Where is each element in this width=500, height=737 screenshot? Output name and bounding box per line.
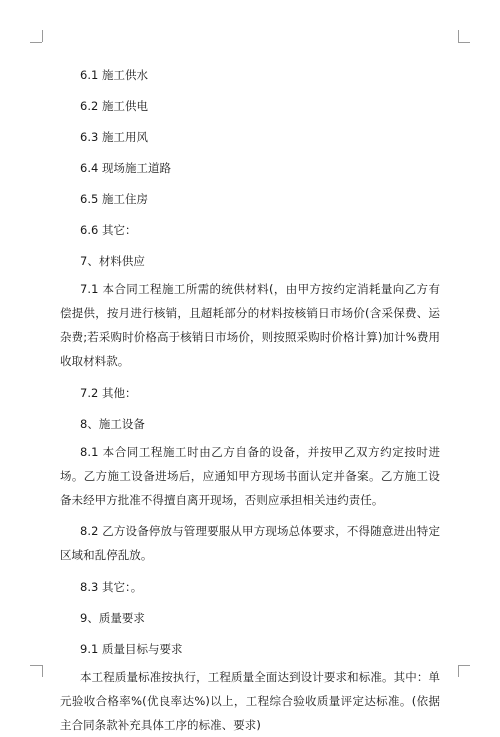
item-7-1: 7.1 本合同工程施工所需的统供材料(，由甲方按约定消耗量向乙方有偿提供，按月进行核销，且超耗部分的材料按核销日市场价(含采保费、运杂费;若采购时价格高于核销日市场价，则按照采购时价格计算)加计%费用收取材料款。 <box>60 282 440 368</box>
item-6-3: 6.3 施工用风 <box>80 130 148 144</box>
quality-standard-paragraph: 本工程质量标准按执行，工程质量全面达到设计要求和标准。其中：单元验收合格率%(优良率达%)以上，工程综合验收质量评定达标准。(依据主合同条款补充具体工序的标准、要求) <box>60 670 440 732</box>
section-8-heading: 8、施工设备 <box>80 417 145 431</box>
section-7-heading: 7、材料供应 <box>80 254 145 268</box>
item-6-5: 6.5 施工住房 <box>80 192 148 206</box>
item-6-2: 6.2 施工供电 <box>80 99 148 113</box>
item-8-1: 8.1 本合同工程施工时由乙方自备的设备，并按甲乙双方约定按时进场。乙方施工设备进场后，应通知甲方现场书面认定并备案。乙方施工设备未经甲方批准不得擅自离开现场，否则应承担相关违约责任。 <box>60 445 440 507</box>
item-8-3: 8.3 其它：。 <box>80 580 143 594</box>
document-body <box>60 64 440 737</box>
item-8-2: 8.2 乙方设备停放与管理要服从甲方现场总体要求，不得随意进出特定区域和乱停乱放。 <box>60 524 440 562</box>
item-6-6: 6.6 其它： <box>80 223 137 237</box>
item-9-1: 9.1 质量目标与要求 <box>80 642 183 656</box>
section-9-heading: 9、质量要求 <box>80 611 145 625</box>
item-7-2: 7.2 其他： <box>80 386 137 400</box>
item-6-4: 6.4 现场施工道路 <box>80 161 171 175</box>
item-6-1: 6.1 施工供水 <box>80 68 148 82</box>
